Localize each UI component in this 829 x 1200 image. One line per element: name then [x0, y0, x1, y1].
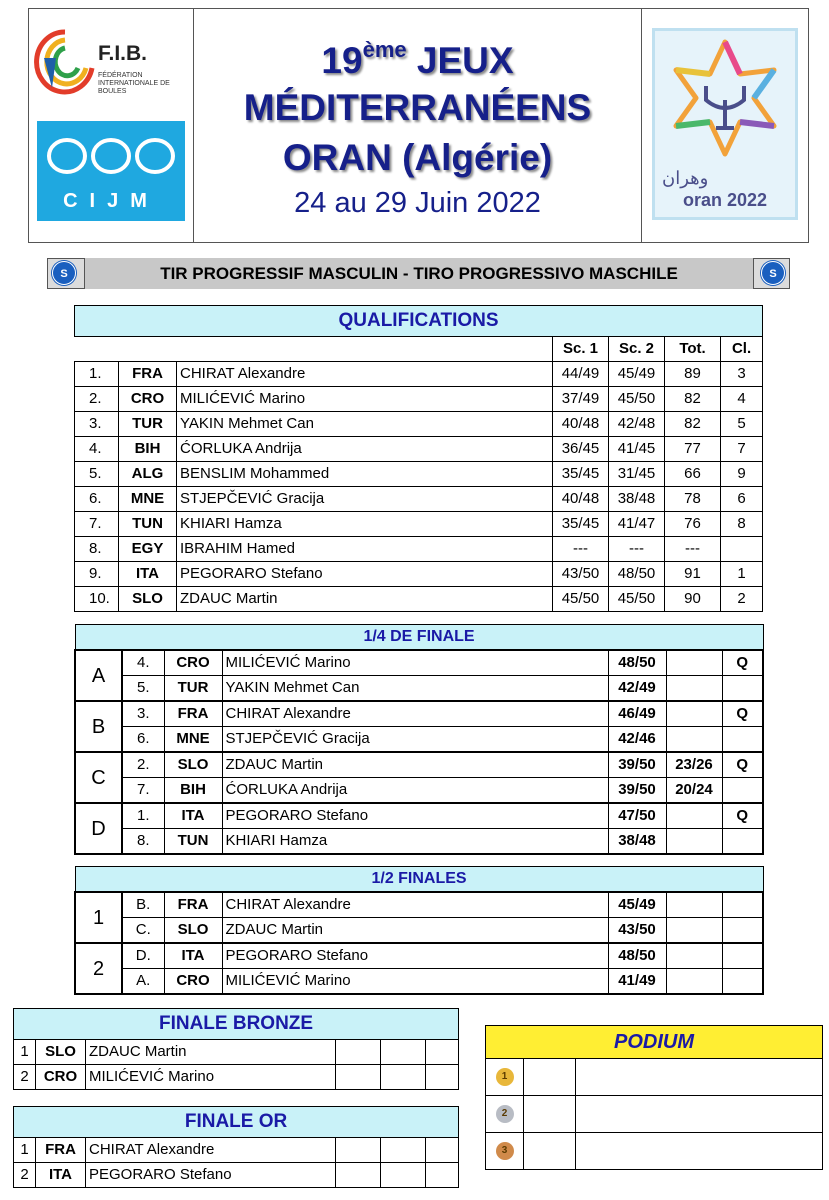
table-row — [75, 537, 763, 562]
seed-cell: D. — [122, 943, 164, 969]
total-score: --- — [665, 537, 721, 562]
cijm-rings-icon — [45, 132, 177, 182]
empty-cell — [381, 1163, 426, 1188]
qualified-mark — [722, 829, 763, 855]
qualified-mark — [722, 676, 763, 702]
rank-cell: 4. — [75, 437, 119, 462]
table-row — [14, 1065, 459, 1090]
medal-icon: 3 — [496, 1142, 514, 1160]
table-row — [75, 918, 763, 944]
table-row — [75, 727, 763, 753]
medal-icon: 2 — [496, 1105, 514, 1123]
country-cell: ITA — [119, 562, 177, 587]
medal-icon: 1 — [496, 1068, 514, 1086]
table-row — [75, 829, 763, 855]
oran-logo-arabic: وهران — [662, 168, 709, 188]
table-row — [75, 892, 763, 918]
seed-cell: 1. — [122, 803, 164, 829]
podium-row — [486, 1059, 823, 1096]
score-1: 40/48 — [553, 412, 609, 437]
group-label: 2 — [75, 943, 122, 994]
athlete-name: ZDAUC Martin — [177, 587, 553, 612]
country-cell: CRO — [164, 969, 222, 995]
score-2: 41/45 — [609, 437, 665, 462]
classification: 4 — [721, 387, 763, 412]
athlete-name: MILIĆEVIĆ Marino — [177, 387, 553, 412]
title-line-3: ORAN (Algérie) — [282, 137, 553, 178]
match-score: 43/50 — [608, 918, 666, 944]
country-cell: TUR — [164, 676, 222, 702]
country-cell: TUR — [119, 412, 177, 437]
classification: 8 — [721, 512, 763, 537]
total-score: 90 — [665, 587, 721, 612]
column-header: Sc. 2 — [609, 337, 665, 362]
header-divider — [641, 8, 642, 243]
country-cell: TUN — [119, 512, 177, 537]
seed-cell: A. — [122, 969, 164, 995]
column-header: Sc. 1 — [553, 337, 609, 362]
podium-athlete — [576, 1096, 823, 1133]
athlete-name: ĆORLUKA Andrija — [222, 778, 608, 804]
empty-cell — [336, 1138, 381, 1163]
rank-cell: 2. — [75, 387, 119, 412]
fib-logo-text: F.I.B. — [98, 42, 148, 65]
group-label: 1 — [75, 892, 122, 943]
athlete-name: CHIRAT Alexandre — [222, 892, 608, 918]
score-1: --- — [553, 537, 609, 562]
group-label: A — [75, 650, 122, 701]
empty-cell — [722, 918, 763, 944]
country-cell: SLO — [164, 918, 222, 944]
country-cell: EGY — [119, 537, 177, 562]
score-2: 45/50 — [609, 587, 665, 612]
athlete-name: KHIARI Hamza — [222, 829, 608, 855]
podium-title: PODIUM — [486, 1026, 823, 1059]
athlete-name: ZDAUC Martin — [222, 918, 608, 944]
classification: 9 — [721, 462, 763, 487]
empty-cell — [722, 969, 763, 995]
group-label: B — [75, 701, 122, 752]
athlete-name: CHIRAT Alexandre — [222, 701, 608, 727]
qualified-mark: Q — [722, 752, 763, 778]
empty-cell — [666, 918, 722, 944]
score-1: 43/50 — [553, 562, 609, 587]
country-cell: ITA — [36, 1163, 86, 1188]
empty-cell — [426, 1138, 459, 1163]
cijm-logo-text: CIJM — [63, 190, 159, 212]
match-score: 47/50 — [608, 803, 666, 829]
empty-cell — [426, 1040, 459, 1065]
podium-athlete — [576, 1059, 823, 1096]
score-2: 48/50 — [609, 562, 665, 587]
table-row — [75, 487, 763, 512]
tiebreak-score — [666, 650, 722, 676]
rank-cell: 5. — [75, 462, 119, 487]
classification: 5 — [721, 412, 763, 437]
table-row — [75, 587, 763, 612]
tiebreak-score: 23/26 — [666, 752, 722, 778]
tiebreak-score — [666, 727, 722, 753]
table-row — [75, 387, 763, 412]
match-score: 48/50 — [608, 650, 666, 676]
match-score: 42/46 — [608, 727, 666, 753]
score-1: 37/49 — [553, 387, 609, 412]
score-1: 35/45 — [553, 512, 609, 537]
country-cell: CRO — [164, 650, 222, 676]
rank-cell: 9. — [75, 562, 119, 587]
table-row — [14, 1040, 459, 1065]
gold-final-table — [13, 1106, 459, 1188]
seed-cell: B. — [122, 892, 164, 918]
podium-athlete — [576, 1133, 823, 1170]
table-row — [75, 650, 763, 676]
country-cell: MNE — [164, 727, 222, 753]
total-score: 76 — [665, 512, 721, 537]
column-header: Cl. — [721, 337, 763, 362]
table-row — [75, 943, 763, 969]
tiebreak-score — [666, 701, 722, 727]
classification — [721, 537, 763, 562]
seed-cell: 2. — [122, 752, 164, 778]
score-2: 38/48 — [609, 487, 665, 512]
qualifications-table — [74, 305, 763, 612]
quarter-finals-title: 1/4 DE FINALE — [75, 625, 763, 651]
athlete-name: KHIARI Hamza — [177, 512, 553, 537]
table-row — [14, 1163, 459, 1188]
tiebreak-score — [666, 676, 722, 702]
match-score: 46/49 — [608, 701, 666, 727]
table-row — [75, 562, 763, 587]
country-cell: FRA — [164, 701, 222, 727]
table-row — [75, 437, 763, 462]
column-header: Tot. — [665, 337, 721, 362]
group-label: C — [75, 752, 122, 803]
seed-cell: 7. — [122, 778, 164, 804]
classification: 1 — [721, 562, 763, 587]
bronze-final-title: FINALE BRONZE — [14, 1009, 459, 1040]
rank-cell: 3. — [75, 412, 119, 437]
country-cell: SLO — [164, 752, 222, 778]
score-2: --- — [609, 537, 665, 562]
podium-row — [486, 1096, 823, 1133]
score-1: 35/45 — [553, 462, 609, 487]
empty-cell — [426, 1065, 459, 1090]
event-title: TIR PROGRESSIF MASCULIN - TIRO PROGRESSIVO MASCHILE — [84, 258, 754, 289]
country-cell: ITA — [164, 943, 222, 969]
country-cell: MNE — [119, 487, 177, 512]
total-score: 66 — [665, 462, 721, 487]
rank-cell: 8. — [75, 537, 119, 562]
athlete-name: MILIĆEVIĆ Marino — [222, 650, 608, 676]
medal-cell — [486, 1059, 524, 1096]
oran-star-icon — [662, 36, 788, 160]
group-label: D — [75, 803, 122, 854]
score-1: 36/45 — [553, 437, 609, 462]
empty-cell — [666, 892, 722, 918]
podium-row — [486, 1133, 823, 1170]
score-1: 44/49 — [553, 362, 609, 387]
podium-country — [524, 1133, 576, 1170]
athlete-name: CHIRAT Alexandre — [177, 362, 553, 387]
score-2: 45/50 — [609, 387, 665, 412]
table-row — [75, 803, 763, 829]
rank-cell: 7. — [75, 512, 119, 537]
tiebreak-score — [666, 803, 722, 829]
country-cell: BIH — [164, 778, 222, 804]
fib-logo-icon — [34, 28, 96, 100]
empty-cell — [666, 943, 722, 969]
podium-country — [524, 1096, 576, 1133]
table-row — [75, 412, 763, 437]
seed-cell: 5. — [122, 676, 164, 702]
athlete-name: STJEPČEVIĆ Gracija — [177, 487, 553, 512]
score-1: 45/50 — [553, 587, 609, 612]
empty-cell — [722, 892, 763, 918]
country-cell: BIH — [119, 437, 177, 462]
empty-cell — [666, 969, 722, 995]
title-number: 19 — [321, 40, 363, 81]
empty-cell — [381, 1040, 426, 1065]
athlete-name: PEGORARO Stefano — [222, 803, 608, 829]
athlete-name: ZDAUC Martin — [222, 752, 608, 778]
event-dates: 24 au 29 Juin 2022 — [294, 187, 541, 219]
seed-cell: 6. — [122, 727, 164, 753]
country-cell: FRA — [119, 362, 177, 387]
seed-cell: C. — [122, 918, 164, 944]
athlete-name: YAKIN Mehmet Can — [177, 412, 553, 437]
athlete-name: IBRAHIM Hamed — [177, 537, 553, 562]
qualified-mark: Q — [722, 701, 763, 727]
rank-cell: 1. — [75, 362, 119, 387]
athlete-name: BENSLIM Mohammed — [177, 462, 553, 487]
qualified-mark — [722, 778, 763, 804]
tiebreak-score — [666, 829, 722, 855]
empty-cell — [336, 1040, 381, 1065]
country-cell: FRA — [36, 1138, 86, 1163]
table-row — [75, 752, 763, 778]
match-score: 39/50 — [608, 752, 666, 778]
classification: 3 — [721, 362, 763, 387]
semi-finals-title: 1/2 FINALES — [75, 867, 763, 893]
classification: 2 — [721, 587, 763, 612]
total-score: 89 — [665, 362, 721, 387]
table-row — [75, 701, 763, 727]
event-symbol-icon: S — [761, 261, 785, 285]
athlete-name: ĆORLUKA Andrija — [177, 437, 553, 462]
country-cell: TUN — [164, 829, 222, 855]
score-2: 42/48 — [609, 412, 665, 437]
title-line-2: MÉDITERRANÉENS — [243, 87, 592, 128]
country-cell: FRA — [164, 892, 222, 918]
table-row — [75, 676, 763, 702]
score-2: 45/49 — [609, 362, 665, 387]
qualifications-title: QUALIFICATIONS — [75, 306, 763, 337]
oran-logo-text: oran 2022 — [682, 190, 768, 210]
country-cell: ALG — [119, 462, 177, 487]
tiebreak-score: 20/24 — [666, 778, 722, 804]
seed-cell: 8. — [122, 829, 164, 855]
match-score: 39/50 — [608, 778, 666, 804]
table-row — [75, 462, 763, 487]
empty-cell — [722, 943, 763, 969]
athlete-name: CHIRAT Alexandre — [86, 1138, 336, 1163]
athlete-name: PEGORARO Stefano — [222, 943, 608, 969]
athlete-name: ZDAUC Martin — [86, 1040, 336, 1065]
bronze-final-table — [13, 1008, 459, 1090]
table-row — [14, 1138, 459, 1163]
athlete-name: PEGORARO Stefano — [86, 1163, 336, 1188]
classification: 7 — [721, 437, 763, 462]
seed-cell: 4. — [122, 650, 164, 676]
qualified-mark: Q — [722, 650, 763, 676]
seed-cell: 3. — [122, 701, 164, 727]
score-1: 40/48 — [553, 487, 609, 512]
athlete-name: STJEPČEVIĆ Gracija — [222, 727, 608, 753]
empty-cell — [336, 1065, 381, 1090]
page-title — [194, 28, 641, 223]
total-score: 78 — [665, 487, 721, 512]
rank-cell: 10. — [75, 587, 119, 612]
podium-table — [485, 1025, 823, 1170]
empty-cell — [336, 1163, 381, 1188]
athlete-name: MILIĆEVIĆ Marino — [86, 1065, 336, 1090]
table-row — [75, 362, 763, 387]
position-cell: 2 — [14, 1065, 36, 1090]
country-cell: SLO — [119, 587, 177, 612]
medal-cell — [486, 1133, 524, 1170]
empty-cell — [381, 1065, 426, 1090]
table-row — [75, 512, 763, 537]
position-cell: 2 — [14, 1163, 36, 1188]
semi-finals-table — [74, 866, 764, 995]
classification: 6 — [721, 487, 763, 512]
match-score: 41/49 — [608, 969, 666, 995]
total-score: 91 — [665, 562, 721, 587]
empty-cell — [381, 1138, 426, 1163]
match-score: 38/48 — [608, 829, 666, 855]
position-cell: 1 — [14, 1040, 36, 1065]
athlete-name: PEGORARO Stefano — [177, 562, 553, 587]
qualified-mark: Q — [722, 803, 763, 829]
match-score: 42/49 — [608, 676, 666, 702]
country-cell: CRO — [119, 387, 177, 412]
score-2: 41/47 — [609, 512, 665, 537]
title-superscript: ème — [362, 37, 407, 62]
position-cell: 1 — [14, 1138, 36, 1163]
rank-cell: 6. — [75, 487, 119, 512]
table-row — [75, 778, 763, 804]
match-score: 45/49 — [608, 892, 666, 918]
gold-final-title: FINALE OR — [14, 1107, 459, 1138]
qualified-mark — [722, 727, 763, 753]
total-score: 82 — [665, 412, 721, 437]
total-score: 77 — [665, 437, 721, 462]
header-spacer — [75, 337, 553, 362]
match-score: 48/50 — [608, 943, 666, 969]
quarter-finals-table — [74, 624, 764, 855]
score-2: 31/45 — [609, 462, 665, 487]
medal-cell — [486, 1096, 524, 1133]
empty-cell — [426, 1163, 459, 1188]
country-cell: SLO — [36, 1040, 86, 1065]
fib-logo-subtitle: FÉDÉRATION INTERNATIONALE DE BOULES — [98, 72, 170, 95]
table-row — [75, 969, 763, 995]
athlete-name: YAKIN Mehmet Can — [222, 676, 608, 702]
country-cell: CRO — [36, 1065, 86, 1090]
podium-country — [524, 1059, 576, 1096]
athlete-name: MILIĆEVIĆ Marino — [222, 969, 608, 995]
event-symbol-icon: S — [52, 261, 76, 285]
country-cell: ITA — [164, 803, 222, 829]
title-word: JEUX — [416, 40, 514, 81]
total-score: 82 — [665, 387, 721, 412]
